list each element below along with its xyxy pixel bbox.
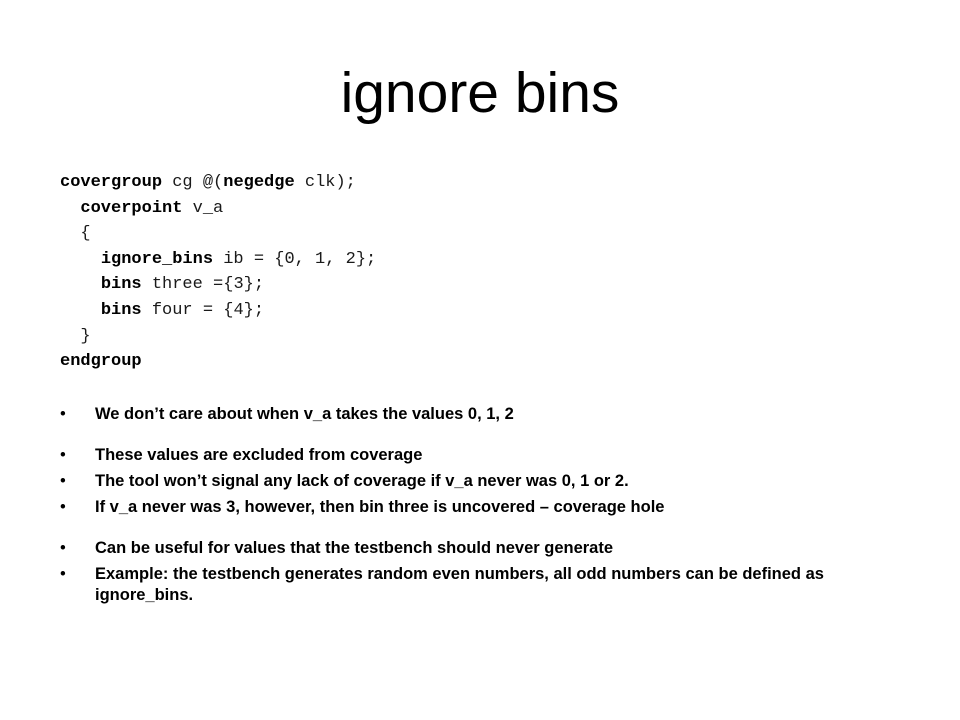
bullet-item	[60, 404, 920, 425]
code-keyword: ignore_bins	[100, 249, 214, 269]
code-text: three ={3};	[141, 275, 265, 295]
code-text: cg @(	[162, 173, 224, 192]
code-text: clk);	[294, 173, 356, 192]
code-keyword: bins	[100, 275, 142, 295]
slide-title: ignore bins	[340, 61, 620, 125]
code-keyword: covergroup	[60, 173, 163, 192]
bullet-text: The tool won’t signal any lack of coverage if v_a never was 0, 1 or 2.	[95, 472, 629, 490]
bullet-marker: •	[60, 405, 66, 423]
bullet-item	[60, 497, 920, 518]
bullet-text: If v_a never was 3, however, then bin three is uncovered – coverage hole	[95, 498, 665, 516]
code-text: }	[60, 326, 91, 346]
bullet-marker: •	[60, 498, 66, 516]
code-text: ib = {0, 1, 2};	[213, 249, 377, 269]
code-line	[60, 170, 376, 196]
code-keyword: negedge	[223, 173, 295, 192]
code-block	[60, 170, 376, 375]
code-line	[60, 272, 376, 298]
code-line	[60, 324, 376, 350]
bullet-item	[60, 471, 920, 492]
bullet-item	[60, 445, 920, 466]
code-keyword: coverpoint	[80, 198, 183, 218]
bullet-item	[60, 538, 920, 559]
code-keyword: endgroup	[60, 352, 142, 372]
bullet-marker: •	[60, 565, 66, 583]
code-line	[60, 221, 376, 247]
code-text: four = {4};	[141, 300, 265, 320]
code-keyword: bins	[100, 300, 142, 320]
code-text: v_a	[182, 198, 224, 218]
code-text	[60, 250, 101, 269]
code-text: {	[60, 224, 91, 244]
bullet-marker: •	[60, 539, 66, 557]
bullet-text: We don’t care about when v_a takes the values 0, 1, 2	[95, 405, 514, 423]
code-text	[60, 301, 101, 320]
bullet-text: These values are excluded from coverage	[95, 446, 423, 464]
code-line	[60, 349, 376, 375]
code-line	[60, 196, 376, 222]
bullet-item	[60, 564, 920, 606]
bullet-marker: •	[60, 472, 66, 490]
code-line	[60, 247, 376, 273]
code-line	[60, 298, 376, 324]
bullet-list	[60, 404, 920, 611]
code-text	[60, 275, 101, 294]
code-text	[60, 199, 80, 218]
bullet-text: Can be useful for values that the testbench should never generate	[95, 539, 614, 557]
bullet-text: Example: the testbench generates random even numbers, all odd numbers can be defined as ignore_bins.	[95, 565, 824, 604]
bullet-marker: •	[60, 446, 66, 464]
